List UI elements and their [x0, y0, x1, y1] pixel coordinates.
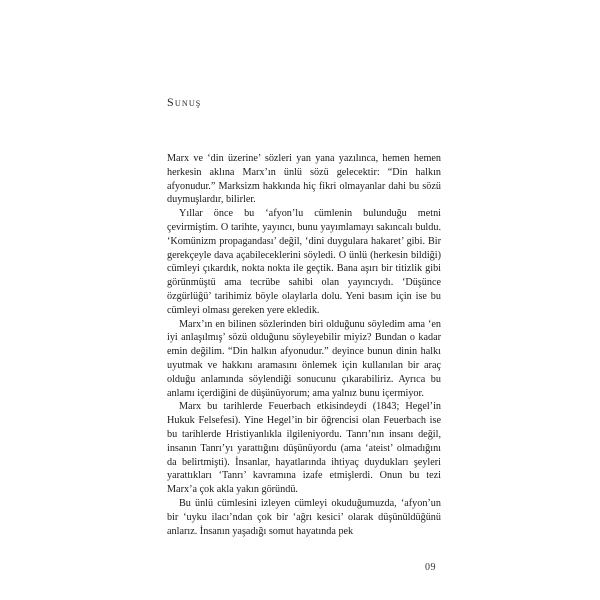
paragraph-5: Bu ünlü cümlesini izleyen cümleyi okuduğumuzda, ‘afyon’un bir ‘uyku ilacı’ndan çok bir ‘ağrı kesici’ olarak düşünüldüğünü anlarız. İnsanın yaşadığı somut hayatında pek	[167, 497, 441, 537]
body-text	[167, 152, 441, 538]
paragraph-2: Yıllar önce bu ‘afyon’lu cümlenin bulunduğu metni çevirmiştim. O tarihte, yayıncı, bunu yayımlamayı sakıncalı buldu. ‘Komünizm propagandası’ değil, ‘dini duygulara hakaret’ gibi. Bir gerekçeyle dava açabileceklerini söyledi. O ünlü (herkesin bildiği) cümleyi çıkardık, nokta nokta ile geçtik. Bana aşırı bir titizlik gibi görünmüştü ama tecrübe sahibi olan yayıncıydı. ‘Düşünce özgürlüğü’ tarihimiz böyle olaylarla dolu. Yeni basım için ise bu cümleyi olması gereken yere ekledik.	[167, 208, 441, 316]
paragraph-3: Marx’ın en bilinen sözlerinden biri olduğunu söyledim ama ‘en iyi anlaşılmış’ sözü olduğunu söyleyebilir miyiz? Bundan o kadar emin değilim. “Din halkın afyonudur.” deyince bunun dinin halkı uyutmak ve hakkını aramasını önlemek için kullanılan bir araç olduğu anlamında söylendiği sonucunu çıkarabiliriz. Ayrıca bu anlamı içerdiğini de düşünüyorum; ama yalnız bunu içermiyor.	[167, 318, 441, 399]
paragraph-4: Marx bu tarihlerde Feuerbach etkisindeydi (1843; Hegel’in Hukuk Felsefesi). Yine Hegel’in bir öğrencisi olan Feuerbach ise bu tarihlerde Hristiyanlıkla ilgileniyordu. Tanrı’nın insanı değil, insanın Tanrı’yı yarattığını düşünüyordu (ama ‘ateist’ olmadığını da belirtmişti). İnsanlar, hayatlarında ihtiyaç duydukları şeyleri yarattıkları ‘Tanrı’ kavramına izafe etmişlerdi. Onun bu tezi Marx’a çok akla yakın göründü.	[167, 401, 441, 496]
page-number: 09	[425, 562, 436, 573]
paragraph-1: Marx ve ‘din üzerine’ sözleri yan yana yazılınca, hemen hemen herkesin aklına Marx’ın ünlü sözü gelecektir: “Din halkın afyonudur.” Marksizm hakkında hiç fikri olmayanlar dahi bu sözü duymuşlardır, bilirler.	[167, 153, 441, 206]
chapter-title: Sunuş	[167, 95, 202, 109]
